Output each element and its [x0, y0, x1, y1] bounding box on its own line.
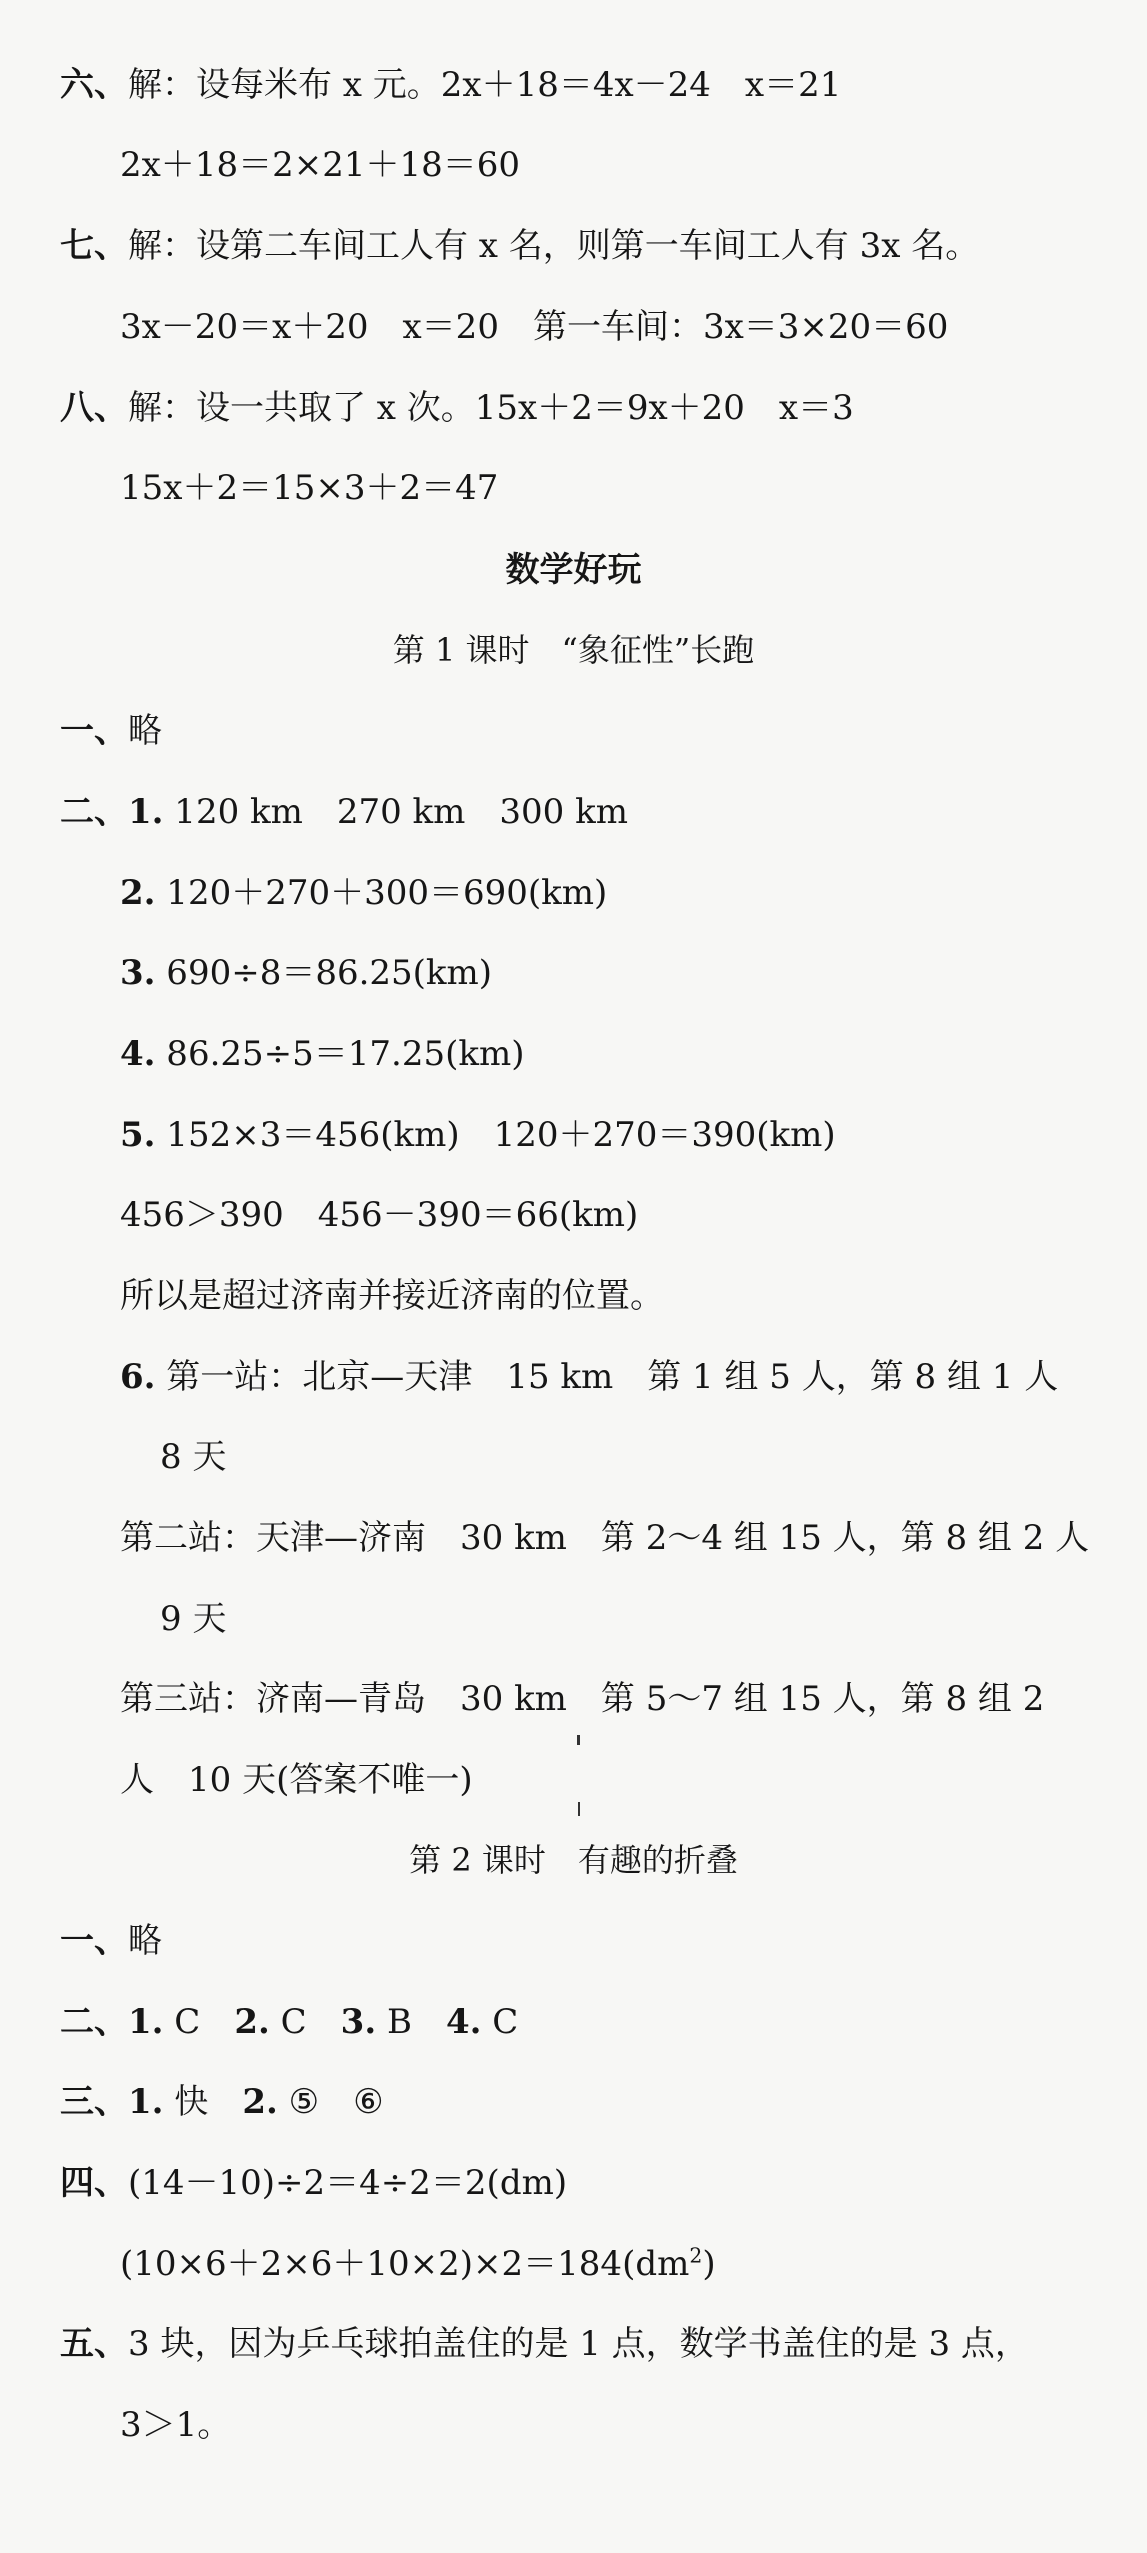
answer-text: 快: [163, 2082, 243, 2122]
lesson-1-q2-6-stop-2: [120, 1518, 1090, 1558]
answer-text: 120＋270＋300＝690(km): [155, 873, 608, 913]
answer-text: 第一站：北京—天津 15 km 第 1 组 5 人，第 8 组 1 人: [155, 1357, 1059, 1397]
question-number: 八、: [60, 388, 128, 428]
superscript: 2: [689, 2243, 703, 2268]
answer-text: ⑤ ⑥: [277, 2082, 384, 2122]
answer-8-line-1: [60, 388, 854, 428]
lesson-2-q4-line-2: [120, 2243, 716, 2284]
lesson-1-q2-5-cont: [120, 1195, 639, 1235]
answer-7-line-2: [120, 307, 949, 347]
answer-text: 所以是超过济南并接近济南的位置。: [120, 1276, 664, 1316]
answer-text: 2x＋18＝2×21＋18＝60: [120, 145, 520, 185]
question-number: 七、: [60, 226, 128, 266]
section-title: 数学好玩: [505, 550, 642, 590]
answer-text: 解：设一共取了 x 次。15x＋2＝9x＋20 x＝3: [128, 388, 854, 428]
lesson-1-title: 第 1 课时 “象征性”长跑: [392, 631, 755, 669]
question-number: 一、: [60, 1921, 128, 1961]
answer-text: 3 块，因为乒乓球拍盖住的是 1 点，数学书盖住的是 3 点，: [128, 2324, 1029, 2364]
answer-6-line-1: [60, 65, 842, 105]
answer-text: 第二站：天津—济南 30 km 第 2～4 组 15 人，第 8 组 2 人: [120, 1518, 1090, 1558]
answer-text: 9 天: [160, 1599, 227, 1639]
item-number: 6.: [120, 1357, 156, 1397]
question-number: 四、: [60, 2163, 128, 2203]
lesson-1-q1: [60, 711, 162, 751]
item-number: 3.: [340, 2002, 377, 2042]
answer-6-line-2: [120, 145, 520, 185]
question-number: 二、1.: [60, 2002, 164, 2042]
item-number: 3.: [120, 953, 156, 993]
answer-8-line-2: [120, 468, 499, 508]
answer-text: (14－10)÷2＝4÷2＝2(dm): [128, 2163, 568, 2203]
lesson-2-q2: [60, 2002, 519, 2042]
item-number: 2.: [120, 873, 156, 913]
lesson-1-q2-5: [120, 1115, 836, 1155]
answer-text: ): [702, 2244, 716, 2284]
question-number: 六、: [60, 65, 128, 105]
answer-text: B: [376, 2002, 446, 2042]
lesson-1-q2-6-stop-3: [120, 1679, 1045, 1719]
scan-mark: [577, 1735, 580, 1745]
answer-text: 第三站：济南—青岛 30 km 第 5～7 组 15 人，第 8 组 2: [120, 1679, 1045, 1719]
question-number: 五、: [60, 2324, 128, 2364]
lesson-2-q3: [60, 2082, 384, 2122]
lesson-2-q5-line-2: [120, 2405, 232, 2445]
answer-text: 120 km 270 km 300 km: [163, 792, 628, 832]
lesson-2-title: 第 2 课时 有趣的折叠: [409, 1841, 738, 1879]
lesson-1-q2-6-stop-3-days: [120, 1760, 473, 1800]
lesson-1-q2-6-stop-1: [120, 1357, 1059, 1397]
question-number: 一、: [60, 711, 128, 751]
answer-text: 690÷8＝86.25(km): [155, 953, 493, 993]
lesson-1-q2-3: [120, 953, 493, 993]
lesson-1-q2-2: [120, 873, 608, 913]
item-number: 4.: [445, 2002, 482, 2042]
answer-text: (10×6＋2×6＋10×2)×2＝184(dm: [120, 2244, 690, 2284]
answer-text: C: [163, 2002, 235, 2042]
answer-text: 略: [128, 1921, 162, 1961]
answer-text: 解：设第二车间工人有 x 名，则第一车间工人有 3x 名。: [128, 226, 980, 266]
answer-7-line-1: [60, 226, 980, 266]
lesson-2-q4-line-1: [60, 2163, 568, 2203]
item-number: 2.: [242, 2082, 278, 2122]
lesson-1-q2-4: [120, 1034, 525, 1074]
answer-text: 152×3＝456(km) 120＋270＝390(km): [155, 1115, 836, 1155]
scan-mark: [578, 1802, 580, 1816]
answer-text: 3x－20＝x＋20 x＝20 第一车间：3x＝3×20＝60: [120, 307, 949, 347]
question-number: 二、1.: [60, 792, 164, 832]
answer-text: 456＞390 456－390＝66(km): [120, 1195, 639, 1235]
answer-text: C: [481, 2002, 519, 2042]
item-number: 5.: [120, 1115, 156, 1155]
answer-text: 人 10 天(答案不唯一): [120, 1760, 473, 1800]
lesson-2-q5-line-1: [60, 2324, 1029, 2364]
lesson-2-q1: [60, 1921, 162, 1961]
answer-text: 8 天: [160, 1437, 227, 1477]
answer-text: 86.25÷5＝17.25(km): [155, 1034, 525, 1074]
answer-text: 解：设每米布 x 元。2x＋18＝4x－24 x＝21: [128, 65, 842, 105]
answer-text: 略: [128, 711, 162, 751]
lesson-1-q2-1: [60, 792, 628, 832]
lesson-1-q2-5-conclusion: [120, 1276, 664, 1316]
answer-text: C: [269, 2002, 341, 2042]
question-number: 三、1.: [60, 2082, 164, 2122]
item-number: 4.: [120, 1034, 156, 1074]
item-number: 2.: [234, 2002, 270, 2042]
lesson-1-q2-6-stop-2-days: [160, 1599, 227, 1639]
answer-text: 3＞1。: [120, 2405, 232, 2445]
answer-text: 15x＋2＝15×3＋2＝47: [120, 468, 499, 508]
lesson-1-q2-6-stop-1-days: [160, 1437, 227, 1477]
